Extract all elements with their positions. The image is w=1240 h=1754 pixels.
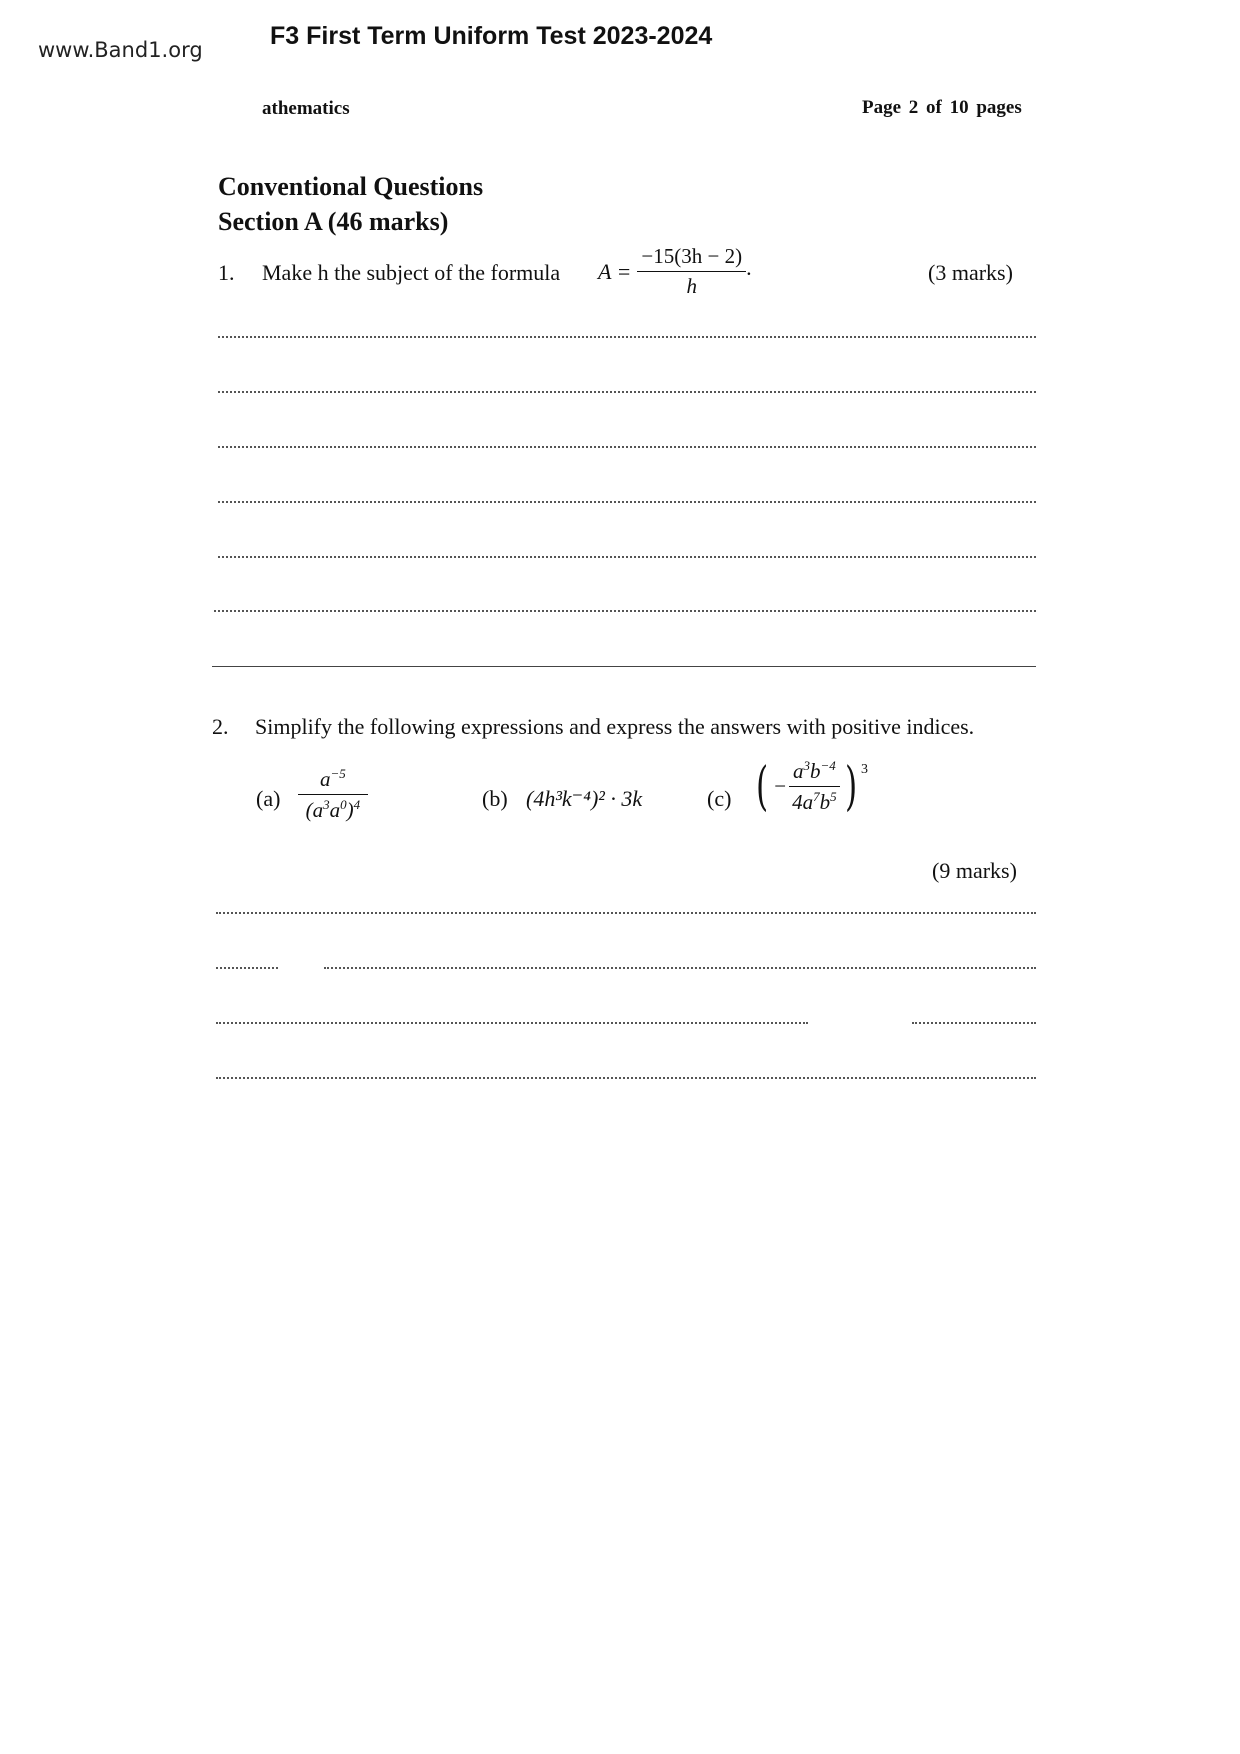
q2-part-c-denominator: $4a^7b^5$ — [792, 789, 837, 814]
test-title: F3 First Term Uniform Test 2023-2024 — [270, 22, 713, 50]
q2-answer-line — [216, 912, 1036, 914]
q2-marks: (9 marks) — [932, 858, 1017, 883]
q1-answer-line — [218, 446, 1036, 448]
q1-text: Make h the subject of the formula — [262, 260, 561, 285]
section-subheading: Section A (46 marks) — [218, 207, 449, 236]
q1-formula-numerator: −15(3h − 2) — [637, 244, 746, 272]
q1-formula-lhs: A = — [598, 258, 632, 284]
q2-part-c-sign: − — [774, 774, 787, 798]
q1-answer-line — [218, 556, 1036, 558]
q1-answer-line — [218, 336, 1036, 338]
q2-part-b-label: (b) — [482, 786, 508, 811]
q2-part-c-left-paren: ( — [756, 756, 769, 817]
q1-answer-line — [214, 610, 1036, 612]
q2-answer-line — [216, 967, 278, 969]
q2-part-c-exponent: 3 — [860, 762, 868, 777]
q2-answer-line — [216, 1022, 808, 1024]
q2-answer-line — [324, 967, 1036, 969]
q2-part-a-denominator: $(a^3a^0)^4$ — [305, 797, 361, 822]
q2-answer-line — [912, 1022, 1036, 1024]
subject-label: athematics — [262, 98, 350, 119]
q1-answer-line — [218, 501, 1036, 503]
q2-part-c-expression — [752, 758, 868, 815]
q2-part-c-numerator: $a^3b^{-4}$ — [789, 758, 840, 787]
q2-part-a-numerator: $a^{-5}$ — [298, 766, 368, 795]
q1-formula-period: . — [746, 255, 752, 280]
q1-formula-fraction — [637, 244, 746, 299]
q1-marks: (3 marks) — [928, 260, 1013, 285]
q2-answer-line — [216, 1077, 1036, 1079]
watermark-site: www.Band1.org — [38, 38, 203, 62]
q2-part-c-label: (c) — [707, 786, 732, 811]
q2-part-c-fraction — [788, 758, 841, 815]
q2-part-a-label: (a) — [256, 786, 281, 811]
q1-formula — [598, 244, 752, 299]
q2-number: 2. — [212, 714, 229, 739]
q2-part-b-expression: (4h³k⁻⁴)² · 3k — [526, 786, 643, 811]
section-heading: Conventional Questions — [218, 172, 484, 201]
q2-text: Simplify the following expressions and express the answers with positive indices. — [255, 714, 975, 739]
page-number: Page 2 of 10 pages — [862, 97, 1022, 118]
q2-part-c-right-paren: ) — [844, 756, 857, 817]
q1-number: 1. — [218, 260, 235, 285]
q1-answer-line — [212, 666, 1036, 667]
q1-formula-denominator: h — [686, 274, 697, 298]
q2-part-a-expression — [298, 766, 368, 823]
q2-part-a-fraction — [298, 766, 368, 823]
q1-answer-line — [218, 391, 1036, 393]
